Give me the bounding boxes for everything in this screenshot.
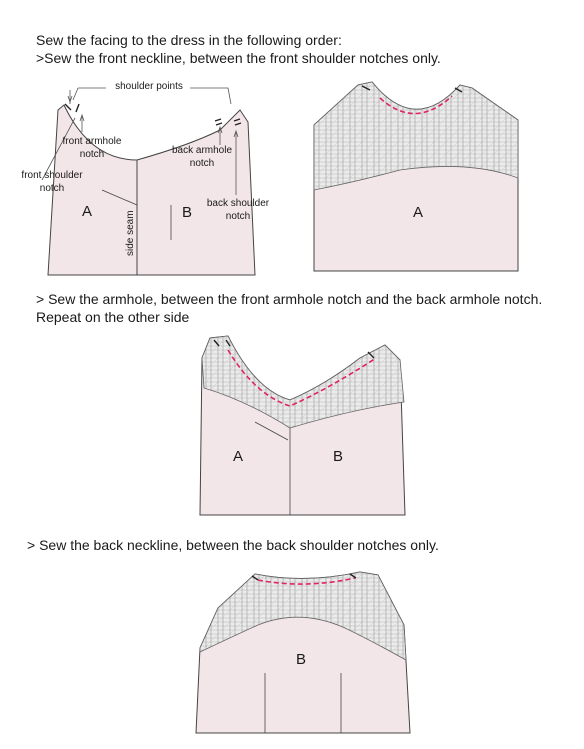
intro-text: Sew the facing to the dress in the following order: bbox=[36, 32, 342, 48]
step-3-text: > Sew the back neckline, between the back shoulder notches only. bbox=[27, 537, 439, 553]
label-back-shoulder-notch-1: back shoulder bbox=[206, 198, 270, 209]
step-2-text-line1: > Sew the armhole, between the front armhole notch and the back armhole notch. bbox=[36, 291, 543, 307]
label-back-armhole-notch-1: back armhole bbox=[171, 145, 233, 156]
label-back-shoulder-notch-2: notch bbox=[225, 211, 251, 222]
diagram4-label-b: B bbox=[296, 651, 307, 668]
step-2-text-line2: Repeat on the other side bbox=[36, 309, 190, 325]
diagram3-label-a: A bbox=[233, 448, 244, 465]
label-front-armhole-notch-2: notch bbox=[79, 149, 105, 160]
label-front-shoulder-notch-1: front shoulder bbox=[21, 170, 83, 181]
diagram3-label-b: B bbox=[333, 448, 344, 465]
diagram2-label-a: A bbox=[413, 204, 424, 221]
label-piece-a: A bbox=[82, 203, 93, 220]
label-front-armhole-notch-1: front armhole bbox=[62, 136, 122, 147]
label-piece-b: B bbox=[182, 204, 193, 221]
step-1-text: >Sew the front neckline, between the front shoulder notches only. bbox=[36, 50, 441, 66]
label-front-shoulder-notch-2: notch bbox=[39, 183, 65, 194]
label-side-seam: side seam bbox=[125, 210, 136, 256]
label-shoulder-points: shoulder points bbox=[115, 81, 183, 92]
label-back-armhole-notch-2: notch bbox=[189, 158, 215, 169]
